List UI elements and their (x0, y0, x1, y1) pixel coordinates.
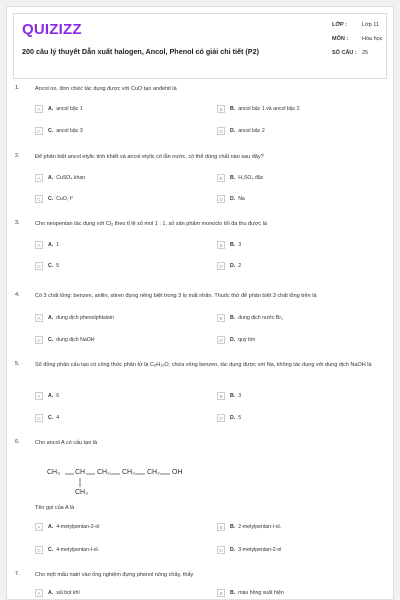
meta-label: SỐ CÂU : (332, 50, 357, 56)
option-label: A. (48, 590, 54, 596)
option-text: 4 (56, 415, 60, 421)
option-b[interactable] (217, 103, 367, 115)
option-box: A (35, 241, 43, 249)
question-number: 5. (15, 361, 20, 367)
meta-row-subject (332, 36, 383, 50)
question-text: Số đồng phân cấu tạo có công thức phân tử là C₈H₁₀O, chứa vòng benzen, tác dụng được với Na, không tác dụng với dung dịch NaOH là (35, 362, 372, 368)
option-box: D (217, 127, 225, 135)
option-a[interactable] (35, 312, 185, 324)
option-label: B. (230, 393, 236, 399)
option-label: D. (230, 263, 236, 269)
option-c[interactable] (35, 125, 185, 137)
option-text: 2 (238, 263, 242, 269)
worksheet-title: 200 câu lý thuyết Dẫn xuất halogen, Ancol, Phenol có giải chi tiết (P2) (22, 47, 259, 56)
option-label: A. (48, 175, 54, 181)
option-label: D. (230, 415, 236, 421)
option-box: D (217, 195, 225, 203)
option-label: C. (48, 263, 54, 269)
formula-group: CH₃ (47, 469, 60, 476)
option-label: C. (48, 128, 54, 134)
option-text: 3 (238, 242, 242, 248)
question-number: 2. (15, 153, 20, 159)
formula-group: CH₂ (122, 469, 135, 476)
option-c[interactable] (35, 334, 185, 346)
option-label: B. (230, 175, 236, 181)
option-label: A. (48, 315, 54, 321)
option-label: A. (48, 393, 54, 399)
option-text: 6 (56, 393, 60, 399)
option-label: B. (230, 315, 236, 321)
worksheet-page (6, 6, 394, 600)
formula-group: CH₂ (97, 469, 110, 476)
option-text: CuSO₄ khan (56, 175, 86, 181)
option-a[interactable] (35, 390, 185, 402)
meta-row-count (332, 50, 383, 64)
option-box: B (217, 241, 225, 249)
option-text: ancol bậc 1 (56, 106, 83, 112)
option-box: B (217, 392, 225, 400)
option-box: A (35, 589, 43, 597)
option-text: ancol bậc 2 (238, 128, 265, 134)
option-label: B. (230, 242, 236, 248)
formula-group: CH₂ (147, 469, 160, 476)
option-label: B. (230, 590, 236, 596)
option-label: A. (48, 106, 54, 112)
option-b[interactable] (217, 521, 367, 533)
option-box: D (217, 336, 225, 344)
meta-value: 25 (362, 50, 369, 56)
option-d[interactable] (217, 544, 367, 556)
formula-branch: CH₃ (75, 489, 88, 496)
question-number: 4. (15, 292, 20, 298)
meta-label: MÔN : (332, 36, 349, 42)
option-a[interactable] (35, 103, 185, 115)
option-label: A. (48, 524, 54, 530)
option-box: C (35, 127, 43, 135)
option-box: B (217, 523, 225, 531)
option-text: màu hồng xuất hiện (238, 590, 284, 596)
option-box: A (35, 314, 43, 322)
option-label: C. (48, 415, 54, 421)
option-text: H₂SO₄ đặc (238, 175, 264, 181)
question-text: Để phân biệt ancol etylic tinh khiết và ancol etylic có lẫn nước, có thể dùng chất nào sau đây? (35, 154, 264, 160)
option-text: 4-metylpentan-l-ol. (56, 547, 100, 553)
option-text: ancol bậc 1 và ancol bậc 2 (238, 106, 300, 112)
option-label: C. (48, 337, 54, 343)
option-text: dung dịch NaOH (56, 337, 95, 343)
option-label: B. (230, 524, 236, 530)
option-label: C. (48, 196, 54, 202)
question-text: Cho neopentan tác dụng với Cl₂ theo tỉ lệ số mol 1 : 1, số sản phẩm monoclo tối đa thu được là (35, 221, 267, 227)
worksheet-header (13, 13, 387, 79)
option-box: D (217, 262, 225, 270)
option-d[interactable] (217, 334, 367, 346)
option-box: D (217, 546, 225, 554)
option-a[interactable] (35, 587, 185, 599)
option-label: D. (230, 337, 236, 343)
question-text: Cho ancol A có cấu tạo là (35, 440, 98, 446)
option-b[interactable] (217, 172, 367, 184)
option-text: quỳ tím (238, 337, 256, 343)
formula-group: CH (75, 469, 86, 476)
option-b[interactable] (217, 587, 367, 599)
option-c[interactable] (35, 193, 185, 205)
option-box: B (217, 105, 225, 113)
option-text: 2-metylpentan-l-ol. (238, 524, 282, 530)
worksheet-meta (332, 22, 383, 64)
option-text: 3-metylpentan-2-ol (238, 547, 282, 553)
option-text: dung dịch phenolphtalein (56, 315, 114, 321)
meta-value: Lớp 11 (362, 22, 379, 28)
option-box: B (217, 174, 225, 182)
option-box: A (35, 174, 43, 182)
option-text: 5 (56, 263, 60, 269)
meta-value: Hóa học (362, 36, 383, 42)
question-text: Có 3 chất lỏng: benzen, anilin, stiren đựng riêng biệt trong 3 lọ mất nhãn. Thuốc thử để phân biệt 3 chất lỏng trên là (35, 293, 317, 299)
option-box: B (217, 589, 225, 597)
option-box: C (35, 336, 43, 344)
option-label: D. (230, 196, 236, 202)
question-subtext: Tên gọi của A là (35, 505, 75, 511)
option-d[interactable] (217, 260, 367, 272)
option-label: C. (48, 547, 54, 553)
option-box: A (35, 105, 43, 113)
option-c[interactable] (35, 412, 185, 424)
formula-group: OH (172, 469, 183, 476)
option-box: C (35, 262, 43, 270)
question-number: 3. (15, 220, 20, 226)
option-label: A. (48, 242, 54, 248)
option-label: B. (230, 106, 236, 112)
question-text: Cho một mẩu natri vào ống nghiệm đựng phenol nóng chảy, thấy (35, 572, 194, 578)
option-a[interactable] (35, 239, 185, 251)
option-c[interactable] (35, 260, 185, 272)
option-text: 3 (238, 393, 242, 399)
quizizz-logo: QUIZIZZ (22, 21, 82, 38)
option-text: sủi bọt khí (56, 590, 80, 596)
option-text: CuO, t° (56, 196, 74, 202)
option-b[interactable] (217, 312, 367, 324)
option-box: A (35, 523, 43, 531)
meta-row-class (332, 22, 383, 36)
option-box: C (35, 414, 43, 422)
option-text: ancol bậc 3 (56, 128, 83, 134)
option-box: D (217, 414, 225, 422)
option-label: D. (230, 547, 236, 553)
option-text: Na (238, 196, 245, 202)
option-b[interactable] (217, 239, 367, 251)
option-box: A (35, 392, 43, 400)
option-a[interactable] (35, 521, 185, 533)
question-number: 1. (15, 85, 20, 91)
option-c[interactable] (35, 544, 185, 556)
option-box: C (35, 195, 43, 203)
structural-formula (47, 469, 247, 497)
option-d[interactable] (217, 412, 367, 424)
option-d[interactable] (217, 193, 367, 205)
option-label: D. (230, 128, 236, 134)
question-text: Ancol no, đơn chức tác dụng được với CuO tạo anđehit là (35, 86, 177, 92)
option-a[interactable] (35, 172, 185, 184)
option-box: C (35, 546, 43, 554)
option-text: 4-metylpentan-2-ol (56, 524, 100, 530)
question-number: 7. (15, 571, 20, 577)
question-number: 6. (15, 439, 20, 445)
option-box: B (217, 314, 225, 322)
option-d[interactable] (217, 125, 367, 137)
option-b[interactable] (217, 390, 367, 402)
meta-label: LỚP : (332, 22, 347, 28)
option-text: 1 (56, 242, 60, 248)
option-text: 5 (238, 415, 242, 421)
option-text: dung dịch nước Br₂ (238, 315, 284, 321)
